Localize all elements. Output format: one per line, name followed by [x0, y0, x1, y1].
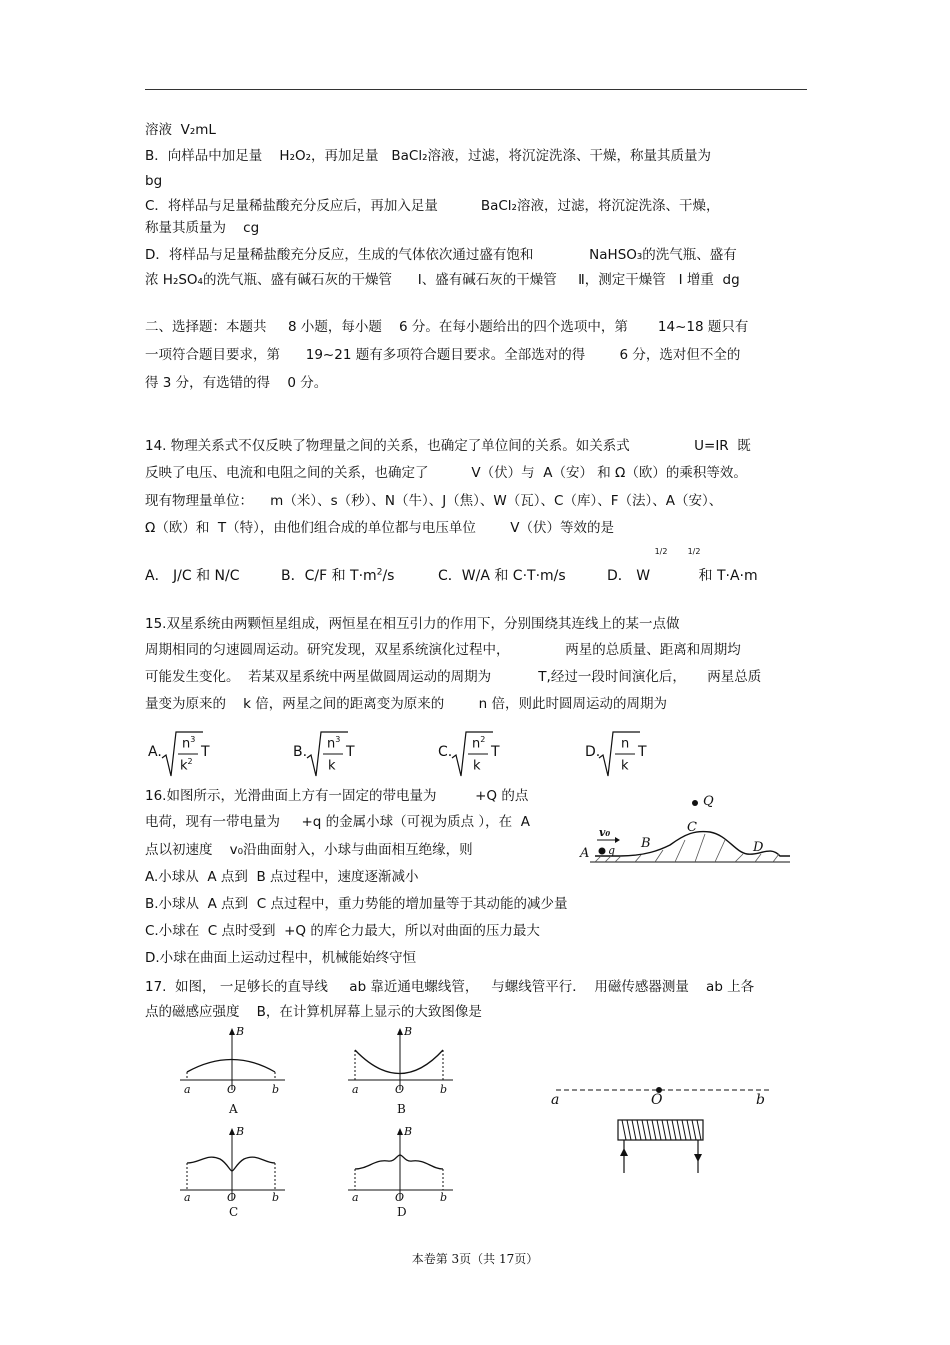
text-line: Ω（欧）和 T（特），由他们组合成的单位都与电压单位 V（伏）等效的是	[145, 520, 614, 536]
question-14: 14. 物理关系式不仅反映了物理量之间的关系，也确定了单位间的关系。如关系式 U=IR 既	[145, 438, 751, 454]
text-line: 电荷，现有一带电量为 +q 的金属小球（可视为质点 ），在 A	[145, 814, 530, 830]
q17-graph-c: B a O b C	[184, 1125, 280, 1219]
text-line: B．向样品中加足量 H₂O₂，再加足量 BaCl₂溶液，过滤，将沉淀洗涤、干燥，称量其质量为	[145, 148, 712, 164]
half-exponent: 1/2	[654, 547, 668, 556]
q14-option-b: B．C/F 和 $T\cdot m^2/s$	[281, 567, 395, 584]
header-rule	[145, 89, 807, 90]
text-line: 浓 H₂SO₄的洗气瓶、盛有碱石灰的干燥管 Ⅰ、盛有碱石灰的干燥管 Ⅱ，测定干燥管 Ⅰ 增重 dg	[145, 272, 740, 288]
section-heading: 二、选择题：本题共 8 小题，每小题 6 分。在每小题给出的四个选项中，第 14~18 题只有	[145, 319, 749, 335]
q15-option-a: A. $n^3$ $k^2$ T	[148, 728, 218, 780]
q16-option-b: B.小球从 A 点到 C 点过程中，重力势能的增加量等于其动能的减少量	[145, 896, 568, 912]
small-ball-q	[599, 848, 606, 855]
solenoid-diagram	[548, 1080, 778, 1180]
q15-option-d: D. n k T	[585, 728, 655, 780]
question-16: 16.如图所示，光滑曲面上方有一固定的带电量为 +Q 的点	[145, 788, 529, 804]
q16-option-d: D.小球在曲面上运动过程中，机械能始终守恒	[145, 950, 417, 966]
q16-option-a: A.小球从 A 点到 B 点过程中，速度逐渐减小	[145, 869, 419, 885]
text-line: 反映了电压、电流和电阻之间的关系，也确定了 V（伏）与 A（安） 和 Ω（欧）的乘积等效。	[145, 465, 747, 481]
text-line: 溶液 V₂mL	[145, 122, 216, 138]
text-line: bg	[145, 173, 163, 189]
q17-graph-b: B a O b B	[352, 1025, 448, 1116]
text-line: 点以初速度 v₀沿曲面射入，小球与曲面相互绝缘，则	[145, 842, 473, 858]
half-exponent: 1/2	[687, 547, 701, 556]
text-line: 点的磁感应强度 B，在计算机屏幕上显示的大致图像是	[145, 1004, 482, 1020]
q14-option-a: A． J/C 和 N/C	[145, 568, 240, 584]
text-line: C．将样品与足量稀盐酸充分反应后，再加入足量 BaCl₂溶液，过滤，将沉淀洗涤、干燥，	[145, 198, 720, 214]
question-17: 17. 如图， 一足够长的直导线 ab 靠近通电螺线管， 与螺线管平行． 用磁传感器测量 ab 上各	[145, 979, 755, 995]
q16-option-c: C.小球在 C 点时受到 +Q 的库仑力最大，所以对曲面的压力最大	[145, 923, 540, 939]
text-line: 可能发生变化。 若某双星系统中两星做圆周运动的周期为 T,经过一段时间演化后， 两星总质	[145, 669, 762, 685]
text-line: 现有物理量单位： m（米）、s（秒）、N（牛）、J（焦）、W（瓦）、C（库）、F（法）、A（安）、	[145, 493, 723, 509]
text-line: D．将样品与足量稀盐酸充分反应，生成的气体依次通过盛有饱和 NaHSO₃的洗气瓶、盛有	[145, 247, 737, 263]
q14-option-c: C．W/A 和 C·T·m/s	[438, 568, 566, 584]
q16-curved-surface-figure: Q v₀ q A B C D	[575, 790, 800, 870]
q15-option-c: C. $n^2$ k T	[438, 728, 508, 780]
text-line: 周期相同的匀速圆周运动。研究发现，双星系统演化过程中， 两星的总质量、距离和周期均	[145, 642, 741, 658]
q17-graph-a: B a O b A	[184, 1025, 280, 1116]
q17-graph-d: B a O b D	[352, 1125, 448, 1219]
text-line: 一项符合题目要求，第 19~21 题有多项符合题目要求。全部选对的得 6 分，选对但不全的	[145, 347, 741, 363]
question-15: 15.双星系统由两颗恒星组成，两恒星在相互引力的作用下，分别围绕其连线上的某一点做	[145, 616, 680, 632]
point-charge-Q	[692, 800, 698, 806]
q17-solenoid-figure: a O b	[548, 1080, 778, 1180]
text-line: 称量其质量为 cg	[145, 220, 260, 236]
page-footer: 本卷第 3页（共 17页）	[411, 1252, 539, 1266]
q15-option-b: B. $n^3$ k T	[293, 728, 363, 780]
q14-option-d: D． W 1/2 1/2 和 T·A·m	[607, 547, 758, 584]
text-line: 量变为原来的 k 倍，两星之间的距离变为原来的 n 倍，则此时圆周运动的周期为	[145, 696, 667, 712]
text-line: 得 3 分，有选错的得 0 分。	[145, 375, 328, 391]
